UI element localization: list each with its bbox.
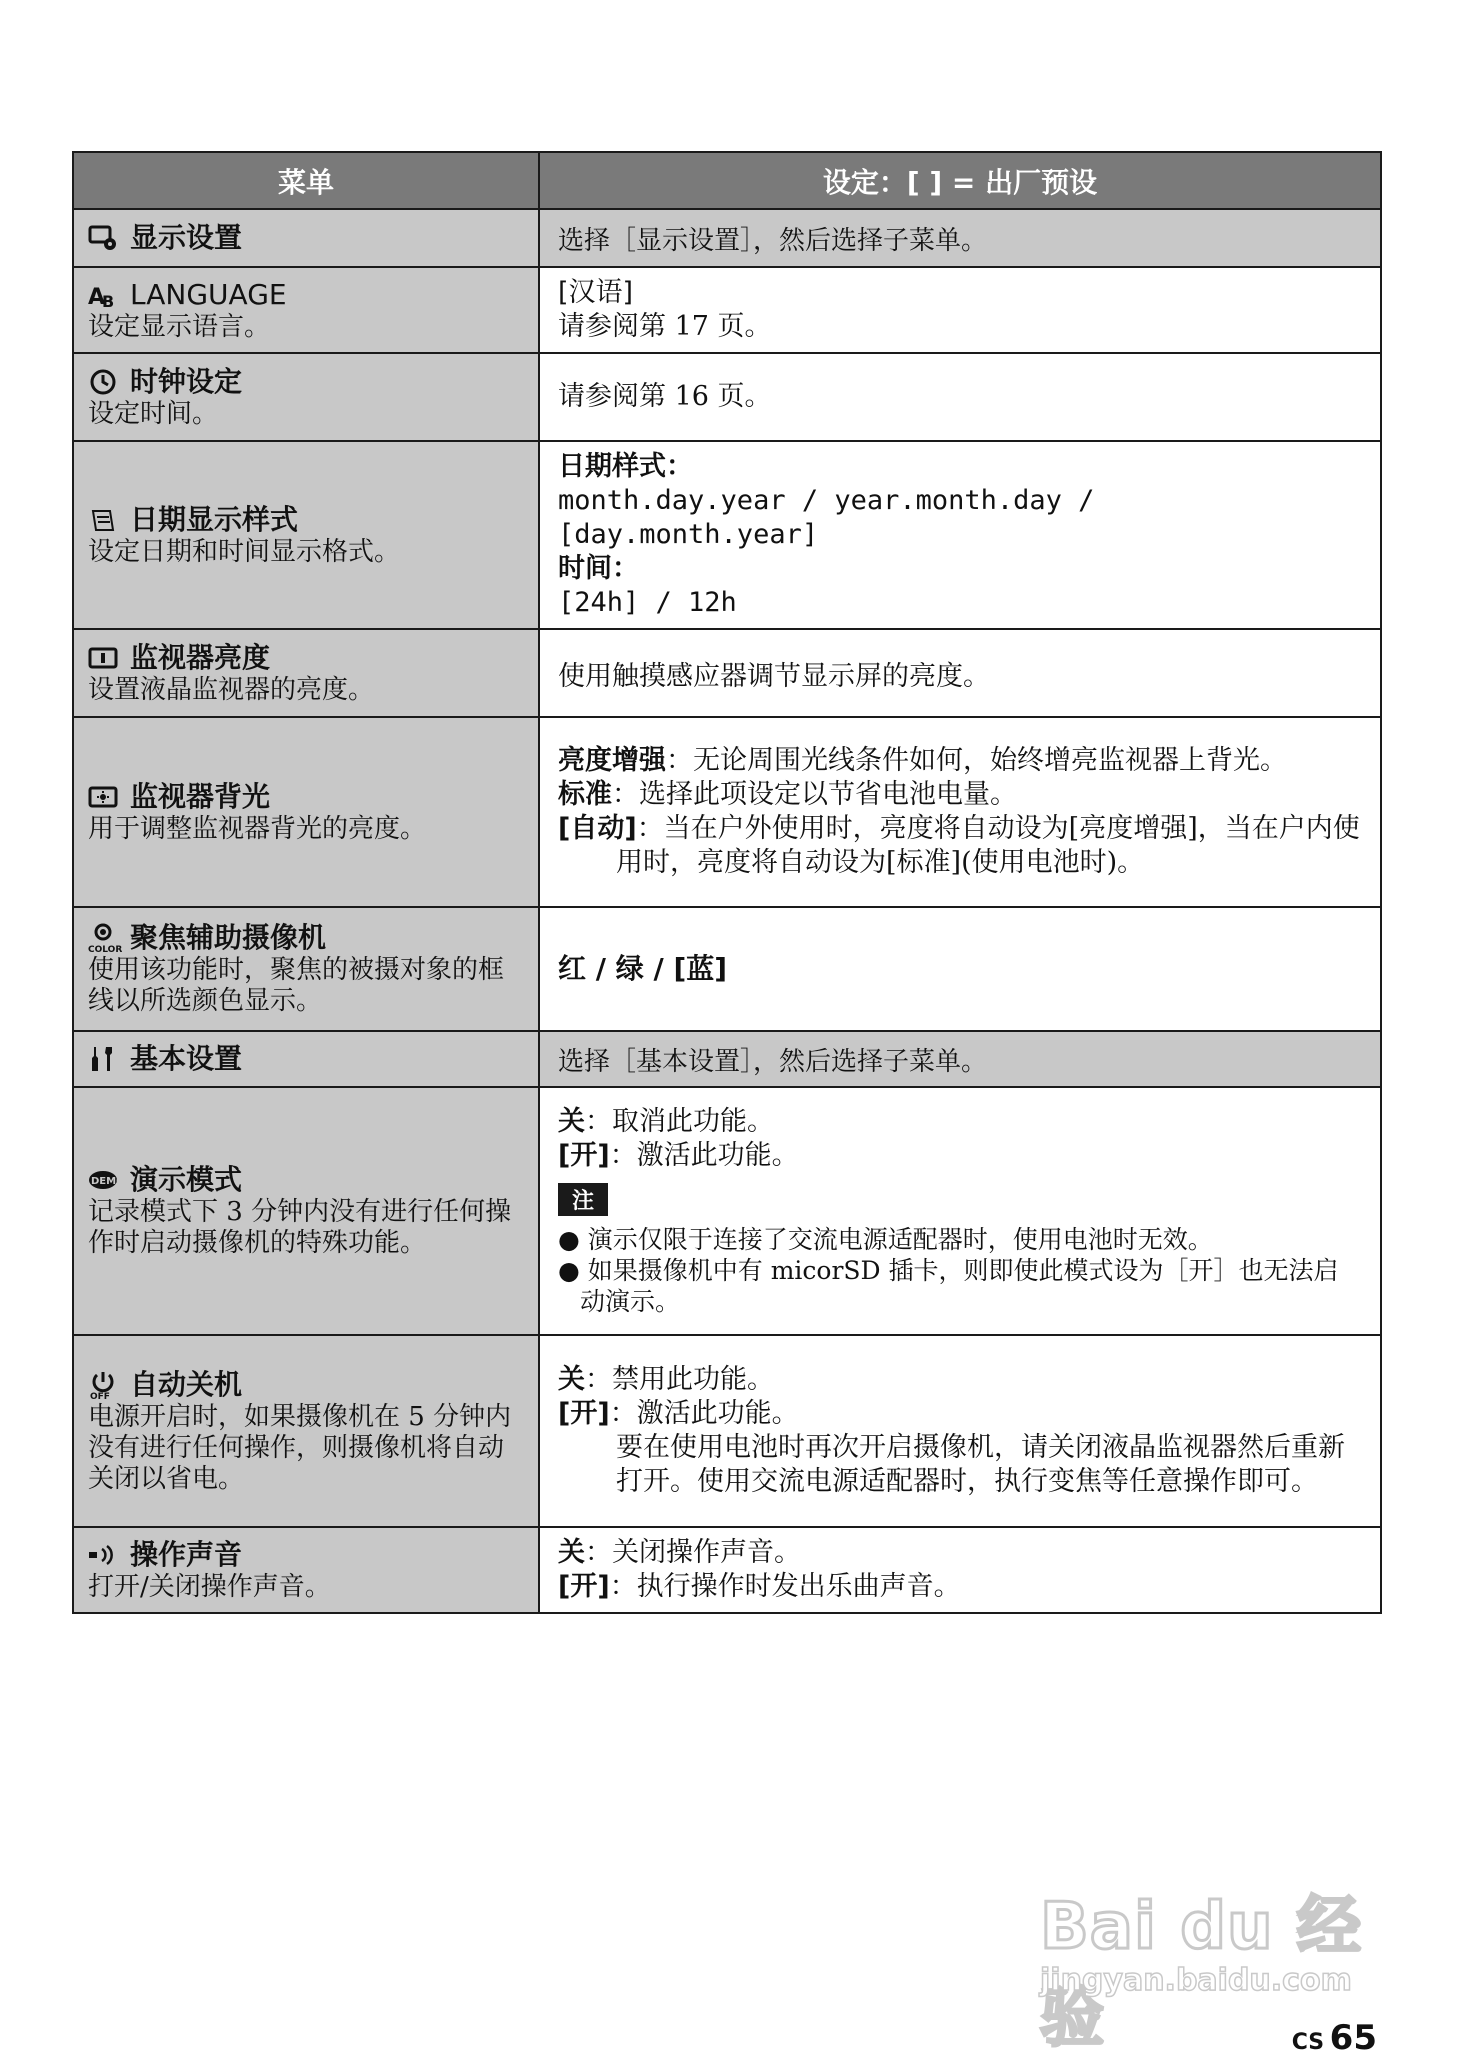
language-icon xyxy=(88,280,118,310)
menu-title: 监视器亮度 xyxy=(130,640,271,674)
date-style-label: 日期样式： xyxy=(558,451,693,482)
option-auto-label: [自动] xyxy=(558,813,637,844)
note-text: 演示仅限于连接了交流电源适配器时，使用电池时无效。 xyxy=(587,1225,1213,1254)
row-demo-mode xyxy=(73,1087,1381,1335)
time-label: 时间： xyxy=(558,553,639,584)
option-on-text: ：激活此功能。 xyxy=(609,1140,799,1171)
menu-desc: 用于调整监视器背光的亮度。 xyxy=(88,813,427,844)
svg-text:OFF: OFF xyxy=(90,1391,110,1402)
setting-cell xyxy=(539,267,1381,353)
sound-icon xyxy=(88,1540,118,1570)
setting-cell: 选择［显示设置］，然后选择子菜单。 xyxy=(539,209,1381,267)
svg-text:A: A xyxy=(88,284,106,310)
svg-text:B: B xyxy=(102,291,115,311)
menu-title: 基本设置 xyxy=(130,1042,243,1075)
menu-title: 聚焦辅助摄像机 xyxy=(130,921,327,954)
demo-icon xyxy=(88,1165,125,1195)
basic-settings-icon xyxy=(88,1044,118,1074)
option-standard-label: 标准 xyxy=(558,779,612,810)
page-reference: 请参阅第 17 页。 xyxy=(558,311,772,342)
option-off-text: ：禁用此功能。 xyxy=(585,1364,774,1395)
option-off xyxy=(558,1105,1362,1139)
option-auto-text: ：当在户外使用时，亮度将自动设为[亮度增强]，当在户内使用时，亮度将自动设为[标准](使用电池时)。 xyxy=(616,813,1360,878)
auto-power-off-icon xyxy=(88,1370,118,1400)
setting-cell xyxy=(539,717,1381,907)
option-on-label: [开] xyxy=(558,1398,610,1429)
option-on xyxy=(558,1397,1362,1431)
menu-cell xyxy=(73,1031,539,1087)
option-off xyxy=(558,1363,1362,1397)
option-on-text: ：激活此功能。 xyxy=(609,1398,799,1429)
watermark-logo: Bai du 经验 xyxy=(1040,1890,1362,2056)
menu-cell xyxy=(73,1335,539,1527)
setting-value: [汉语] xyxy=(558,277,634,308)
section-row-basic xyxy=(73,1031,1381,1087)
option-off-text: ：取消此功能。 xyxy=(585,1106,774,1137)
note-text: 如果摄像机中有 micorSD 插卡，则即使此模式设为［开］也无法启动演示。 xyxy=(580,1256,1339,1316)
menu-title: 时钟设定 xyxy=(130,364,243,398)
row-clock xyxy=(73,353,1381,441)
setting-cell xyxy=(539,907,1381,1031)
option-on-detail: 要在使用电池时再次开启摄像机，请关闭液晶监视器然后重新打开。使用交流电源适配器时，执行变焦等任意操作即可。 xyxy=(616,1432,1345,1497)
menu-desc: 设置液晶监视器的亮度。 xyxy=(88,674,375,705)
row-focus-assist xyxy=(73,907,1381,1031)
menu-desc: 电源开启时，如果摄像机在 5 分钟内没有进行任何操作，则摄像机将自动关闭以省电。 xyxy=(88,1401,512,1494)
menu-cell xyxy=(73,209,539,267)
setting-cell: 选择［基本设置］，然后选择子菜单。 xyxy=(539,1031,1381,1087)
menu-title: 演示模式 xyxy=(130,1163,243,1196)
menu-desc: 使用该功能时，聚焦的被摄对象的框线以所选颜色显示。 xyxy=(88,955,505,1016)
row-date-style xyxy=(73,441,1381,629)
option-on-label: [开] xyxy=(558,1571,610,1602)
row-monitor-backlight xyxy=(73,717,1381,907)
page-number-value: 65 xyxy=(1329,2018,1377,2058)
menu-title: 显示设置 xyxy=(130,221,243,254)
svg-text:COLOR: COLOR xyxy=(88,945,123,955)
monitor-brightness-icon xyxy=(88,643,118,673)
menu-cell xyxy=(73,717,539,907)
display-settings-icon xyxy=(88,223,118,253)
option-boost-label: 亮度增强 xyxy=(558,745,666,776)
note-tag: 注 xyxy=(558,1183,608,1216)
option-on xyxy=(558,1570,1362,1604)
option-off-text: ：关闭操作声音。 xyxy=(585,1537,801,1568)
setting-cell xyxy=(539,441,1381,629)
menu-cell xyxy=(73,907,539,1031)
language-code: CS xyxy=(1291,2030,1325,2055)
header-setting: 设定：[ ] = 出厂预设 xyxy=(539,152,1381,209)
menu-cell xyxy=(73,353,539,441)
menu-title: LANGUAGE xyxy=(130,277,287,311)
note-item: ● 演示仅限于连接了交流电源适配器时，使用电池时无效。 xyxy=(558,1225,1213,1254)
page-number xyxy=(1292,2018,1377,2058)
menu-desc: 记录模式下 3 分钟内没有进行任何操作时启动摄像机的特殊功能。 xyxy=(88,1197,512,1258)
option-on xyxy=(558,1139,1362,1173)
watermark-url: jingyan.baidu.com xyxy=(1040,1963,1352,1998)
setting-cell xyxy=(539,1087,1381,1335)
header-menu: 菜单 xyxy=(73,152,539,209)
time-options: [24h] / 12h xyxy=(558,587,737,618)
section-row-display xyxy=(73,209,1381,267)
clock-icon xyxy=(88,367,118,397)
menu-desc: 设定显示语言。 xyxy=(88,311,271,342)
menu-title: 监视器背光 xyxy=(130,779,271,813)
note-item: ● 如果摄像机中有 micorSD 插卡，则即使此模式设为［开］也无法启动演示。 xyxy=(558,1256,1339,1316)
option-boost-text: ：无论周围光线条件如何，始终增亮监视器上背光。 xyxy=(666,745,1287,776)
menu-desc: 设定时间。 xyxy=(88,398,219,429)
focus-color-icon xyxy=(88,923,123,955)
menu-title: 日期显示样式 xyxy=(130,502,299,536)
calendar-icon xyxy=(88,505,118,535)
date-style-options: month.day.year / year.month.day / [day.month.year] xyxy=(558,485,1095,550)
menu-desc: 打开/关闭操作声音。 xyxy=(88,1571,331,1602)
setting-cell xyxy=(539,1335,1381,1527)
menu-cell xyxy=(73,1527,539,1613)
menu-desc: 设定日期和时间显示格式。 xyxy=(88,536,401,567)
setting-cell xyxy=(539,353,1381,441)
color-options: 红 / 绿 / [蓝] xyxy=(558,952,728,985)
menu-title: 操作声音 xyxy=(130,1537,243,1571)
row-operation-sound xyxy=(73,1527,1381,1613)
option-standard xyxy=(558,778,1362,812)
menu-cell xyxy=(73,267,539,353)
option-off-label: 关 xyxy=(558,1106,585,1137)
row-auto-power-off xyxy=(73,1335,1381,1527)
menu-cell xyxy=(73,629,539,717)
monitor-backlight-icon xyxy=(88,782,118,812)
menu-cell xyxy=(73,1087,539,1335)
setting-cell: 使用触摸感应器调节显示屏的亮度。 xyxy=(539,629,1381,717)
menu-title: 自动关机 xyxy=(130,1367,243,1401)
option-boost xyxy=(558,744,1362,778)
option-auto xyxy=(558,812,1362,880)
row-monitor-brightness xyxy=(73,629,1381,717)
option-off xyxy=(558,1536,1362,1570)
option-off-label: 关 xyxy=(558,1364,585,1395)
menu-cell xyxy=(73,441,539,629)
option-off-label: 关 xyxy=(558,1537,585,1568)
option-standard-text: ：选择此项设定以节省电池电量。 xyxy=(612,779,1017,810)
option-on-text: ：执行操作时发出乐曲声音。 xyxy=(609,1571,961,1602)
settings-table xyxy=(72,151,1382,1614)
svg-text:DEMO: DEMO xyxy=(91,1176,125,1187)
row-language xyxy=(73,267,1381,353)
option-on-label: [开] xyxy=(558,1140,610,1171)
page-reference: 请参阅第 16 页。 xyxy=(558,381,772,412)
setting-cell xyxy=(539,1527,1381,1613)
table-header-row xyxy=(73,152,1381,209)
